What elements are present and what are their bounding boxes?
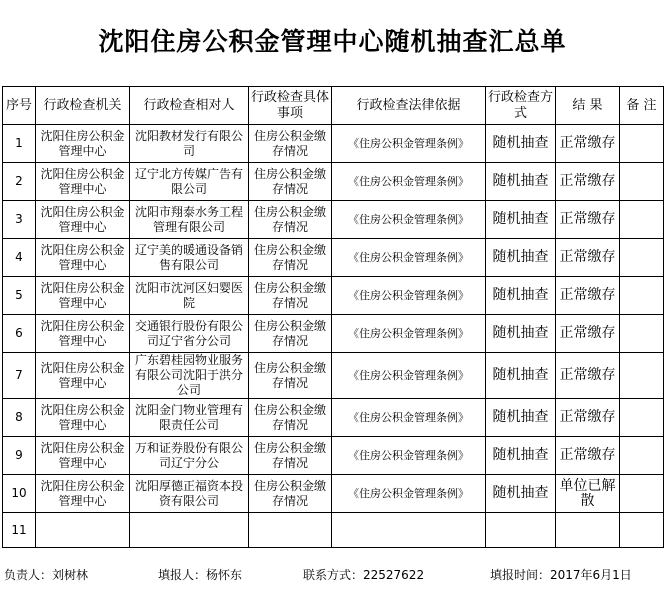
cell-no: 6	[3, 315, 36, 353]
footer-responsible: 负责人：刘树林	[4, 568, 89, 582]
cell-method: 随机抽查	[486, 277, 556, 315]
cell-method: 随机抽查	[486, 315, 556, 353]
table-row	[3, 277, 664, 315]
header-method: 行政检查方式	[486, 87, 556, 125]
cell-item: 住房公积金缴存情况	[249, 239, 332, 277]
cell-target: 沈阳金门物业管理有限责任公司	[130, 399, 249, 437]
cell-item	[249, 513, 332, 548]
cell-law: 《住房公积金管理条例》	[332, 163, 486, 201]
cell-note	[620, 239, 664, 277]
cell-no: 4	[3, 239, 36, 277]
cell-no: 8	[3, 399, 36, 437]
cell-law: 《住房公积金管理条例》	[332, 277, 486, 315]
cell-method: 随机抽查	[486, 163, 556, 201]
cell-no: 2	[3, 163, 36, 201]
cell-result	[556, 513, 620, 548]
cell-note	[620, 201, 664, 239]
cell-result: 正常缴存	[556, 277, 620, 315]
inspection-table	[2, 86, 664, 548]
cell-item: 住房公积金缴存情况	[249, 437, 332, 475]
cell-law: 《住房公积金管理条例》	[332, 475, 486, 513]
cell-agency	[36, 513, 130, 548]
cell-method: 随机抽查	[486, 475, 556, 513]
table-row	[3, 239, 664, 277]
cell-no: 10	[3, 475, 36, 513]
cell-method: 随机抽查	[486, 239, 556, 277]
cell-law: 《住房公积金管理条例》	[332, 201, 486, 239]
cell-item: 住房公积金缴存情况	[249, 201, 332, 239]
cell-item: 住房公积金缴存情况	[249, 315, 332, 353]
cell-law: 《住房公积金管理条例》	[332, 353, 486, 399]
cell-target: 沈阳教材发行有限公司	[130, 125, 249, 163]
cell-result: 正常缴存	[556, 437, 620, 475]
cell-item: 住房公积金缴存情况	[249, 399, 332, 437]
header-law: 行政检查法律依据	[332, 87, 486, 125]
cell-no: 1	[3, 125, 36, 163]
cell-agency: 沈阳住房公积金管理中心	[36, 353, 130, 399]
header-note: 备 注	[620, 87, 664, 125]
cell-agency: 沈阳住房公积金管理中心	[36, 475, 130, 513]
footer-date: 填报时间：2017年6月1日	[490, 568, 632, 582]
cell-no: 7	[3, 353, 36, 399]
table-row	[3, 201, 664, 239]
table-row	[3, 125, 664, 163]
cell-agency: 沈阳住房公积金管理中心	[36, 201, 130, 239]
cell-result: 正常缴存	[556, 353, 620, 399]
cell-note	[620, 399, 664, 437]
header-row	[3, 87, 664, 125]
cell-target: 辽宁北方传媒广告有限公司	[130, 163, 249, 201]
cell-target: 沈阳市沈河区妇婴医院	[130, 277, 249, 315]
cell-item: 住房公积金缴存情况	[249, 475, 332, 513]
cell-result: 正常缴存	[556, 315, 620, 353]
cell-target: 沈阳市翔泰水务工程管理有限公司	[130, 201, 249, 239]
header-item: 行政检查具体事项	[249, 87, 332, 125]
cell-method	[486, 513, 556, 548]
cell-agency: 沈阳住房公积金管理中心	[36, 163, 130, 201]
cell-method: 随机抽查	[486, 125, 556, 163]
cell-agency: 沈阳住房公积金管理中心	[36, 239, 130, 277]
cell-law: 《住房公积金管理条例》	[332, 239, 486, 277]
cell-target: 万和证券股份有限公司辽宁分公	[130, 437, 249, 475]
cell-agency: 沈阳住房公积金管理中心	[36, 277, 130, 315]
header-agency: 行政检查机关	[36, 87, 130, 125]
table-row	[3, 399, 664, 437]
cell-note	[620, 163, 664, 201]
cell-result: 单位已解散	[556, 475, 620, 513]
table-row	[3, 475, 664, 513]
page-title: 沈阳住房公积金管理中心随机抽查汇总单	[98, 27, 567, 56]
cell-result: 正常缴存	[556, 201, 620, 239]
cell-agency: 沈阳住房公积金管理中心	[36, 315, 130, 353]
cell-note	[620, 513, 664, 548]
header-target: 行政检查相对人	[130, 87, 249, 125]
cell-target: 沈阳厚德正福资本投资有限公司	[130, 475, 249, 513]
cell-item: 住房公积金缴存情况	[249, 163, 332, 201]
cell-note	[620, 353, 664, 399]
table-row	[3, 437, 664, 475]
cell-agency: 沈阳住房公积金管理中心	[36, 125, 130, 163]
cell-target: 广东碧桂园物业服务有限公司沈阳于洪分公司	[130, 353, 249, 399]
cell-target: 辽宁美的暖通设备销售有限公司	[130, 239, 249, 277]
cell-item: 住房公积金缴存情况	[249, 277, 332, 315]
cell-no: 3	[3, 201, 36, 239]
table-row	[3, 353, 664, 399]
cell-note	[620, 277, 664, 315]
header-result: 结 果	[556, 87, 620, 125]
cell-law	[332, 513, 486, 548]
footer-filler: 填报人：杨怀东	[158, 568, 243, 582]
cell-item: 住房公积金缴存情况	[249, 125, 332, 163]
cell-method: 随机抽查	[486, 201, 556, 239]
cell-target	[130, 513, 249, 548]
cell-law: 《住房公积金管理条例》	[332, 315, 486, 353]
cell-method: 随机抽查	[486, 399, 556, 437]
cell-note	[620, 475, 664, 513]
cell-result: 正常缴存	[556, 399, 620, 437]
cell-law: 《住房公积金管理条例》	[332, 399, 486, 437]
cell-item: 住房公积金缴存情况	[249, 353, 332, 399]
cell-method: 随机抽查	[486, 353, 556, 399]
cell-no: 11	[3, 513, 36, 548]
header-no: 序号	[3, 87, 36, 125]
table-row	[3, 513, 664, 548]
cell-method: 随机抽查	[486, 437, 556, 475]
footer-contact: 联系方式：22527622	[303, 568, 425, 582]
cell-law: 《住房公积金管理条例》	[332, 125, 486, 163]
cell-result: 正常缴存	[556, 163, 620, 201]
cell-law: 《住房公积金管理条例》	[332, 437, 486, 475]
cell-target: 交通银行股份有限公司辽宁省分公司	[130, 315, 249, 353]
cell-agency: 沈阳住房公积金管理中心	[36, 437, 130, 475]
cell-agency: 沈阳住房公积金管理中心	[36, 399, 130, 437]
cell-no: 9	[3, 437, 36, 475]
cell-note	[620, 315, 664, 353]
table-row	[3, 163, 664, 201]
table-row	[3, 315, 664, 353]
cell-result: 正常缴存	[556, 125, 620, 163]
cell-result: 正常缴存	[556, 239, 620, 277]
cell-note	[620, 437, 664, 475]
cell-no: 5	[3, 277, 36, 315]
cell-note	[620, 125, 664, 163]
